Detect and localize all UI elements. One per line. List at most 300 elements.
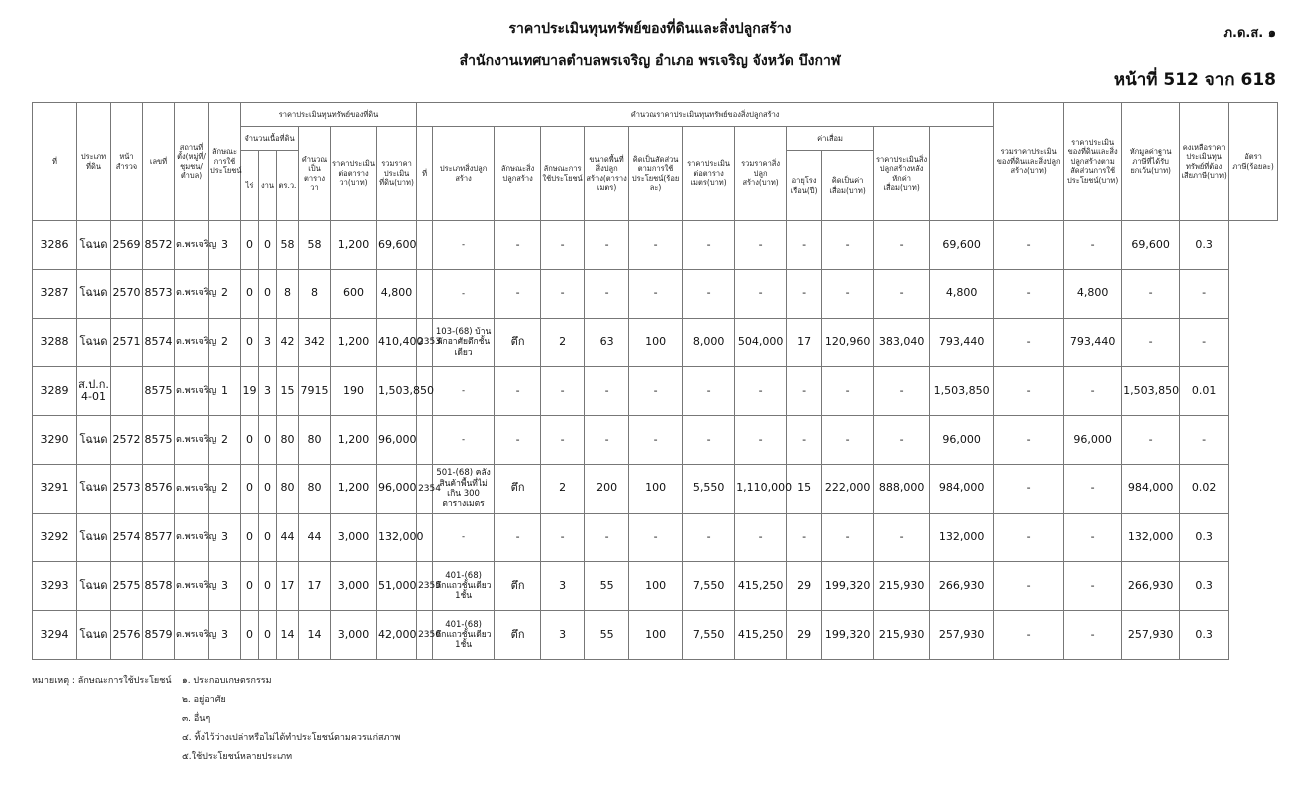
cell-exempt: - xyxy=(1064,464,1122,513)
cell-bldg-after: 383,040 xyxy=(874,318,930,367)
cell-bldg-usage: - xyxy=(541,221,585,270)
cell-age: - xyxy=(787,416,822,465)
cell-deed-no: 8579 xyxy=(143,611,175,660)
header-building-size: ขนาดพื้นที่สิ่งปลูกสร้าง(ตารางเมตร) xyxy=(585,127,629,221)
cell-rate: - xyxy=(1180,318,1229,367)
header-depreciation: ค่าเสื่อม xyxy=(787,127,874,151)
cell-location: ต.พรเจริญ xyxy=(175,416,209,465)
cell-deed-no: 8575 xyxy=(143,367,175,416)
note-item: ๑. ประกอบเกษตรกรรม xyxy=(182,676,272,686)
cell-age: 29 xyxy=(787,611,822,660)
cell-bldg-no: 2355 xyxy=(417,562,433,611)
cell-land-total: 69,600 xyxy=(377,221,417,270)
header-land-type: ประเภทที่ดิน xyxy=(77,103,111,221)
cell-age: 17 xyxy=(787,318,822,367)
cell-taxable: 984,000 xyxy=(1122,464,1180,513)
document-title: ราคาประเมินทุนทรัพย์ของที่ดินและสิ่งปลูกสร้าง xyxy=(508,21,792,37)
cell-exempt: 4,800 xyxy=(1064,269,1122,318)
cell-bldg-no: 2353 xyxy=(417,318,433,367)
cell-age: - xyxy=(787,513,822,562)
header-building-type: ประเภทสิ่งปลูกสร้าง xyxy=(433,127,495,221)
cell-depr-amount: - xyxy=(822,221,874,270)
cell-rate: 0.3 xyxy=(1180,562,1229,611)
cell-total-value: 984,000 xyxy=(930,464,994,513)
cell-land-type: โฉนด xyxy=(77,221,111,270)
cell-bldg-usage: - xyxy=(541,416,585,465)
cell-land-type: โฉนด xyxy=(77,318,111,367)
cell-prop-value: - xyxy=(994,318,1064,367)
header-deed-no: เลขที่ xyxy=(143,103,175,221)
cell-bldg-total: - xyxy=(735,269,787,318)
header-rai: ไร่ xyxy=(241,151,259,221)
header-building-price: ราคาประเมินต่อตารางเมตร(บาท) xyxy=(683,127,735,221)
cell-deed-no: 8578 xyxy=(143,562,175,611)
header-proportional-value: ราคาประเมินของที่ดินและสิ่งปลูกสร้างตามสัดส่วนการใช้ประโยชน์(บาท) xyxy=(1064,103,1122,221)
cell-bldg-type: - xyxy=(433,221,495,270)
note-item: ๒. อยู่อาศัย xyxy=(182,695,226,705)
cell-taxable: - xyxy=(1122,269,1180,318)
header-ngan: งาน xyxy=(259,151,277,221)
cell-survey-page: 2576 xyxy=(111,611,143,660)
note-item: ๕.ใช้ประโยชน์หลายประเภท xyxy=(182,752,293,762)
cell-rai: 0 xyxy=(241,464,259,513)
cell-land-total: 96,000 xyxy=(377,416,417,465)
cell-rai: 0 xyxy=(241,269,259,318)
header-building-usage: ลักษณะการใช้ประโยชน์ xyxy=(541,127,585,221)
cell-bldg-pct: - xyxy=(629,221,683,270)
cell-land-total: 51,000 xyxy=(377,562,417,611)
cell-ngan: 0 xyxy=(259,611,277,660)
header-land-group: ราคาประเมินทุนทรัพย์ของที่ดิน xyxy=(241,103,417,127)
cell-land-total: 42,000 xyxy=(377,611,417,660)
cell-rai: 19 xyxy=(241,367,259,416)
cell-depr-amount: 199,320 xyxy=(822,562,874,611)
cell-usage: 3 xyxy=(209,611,241,660)
cell-bldg-total: 1,110,000 xyxy=(735,464,787,513)
cell-no: 3288 xyxy=(33,318,77,367)
cell-land-type: โฉนด xyxy=(77,513,111,562)
cell-total-value: 1,503,850 xyxy=(930,367,994,416)
cell-bldg-pct: - xyxy=(629,269,683,318)
cell-usage: 2 xyxy=(209,318,241,367)
cell-rai: 0 xyxy=(241,562,259,611)
header-usage: ลักษณะการใช้ประโยชน์ xyxy=(209,103,241,221)
cell-survey-page: 2571 xyxy=(111,318,143,367)
cell-age: 15 xyxy=(787,464,822,513)
cell-total-value: 4,800 xyxy=(930,269,994,318)
cell-ngan: 0 xyxy=(259,562,277,611)
cell-bldg-no xyxy=(417,269,433,318)
cell-bldg-pct: 100 xyxy=(629,562,683,611)
cell-bldg-no xyxy=(417,221,433,270)
cell-land-price: 3,000 xyxy=(331,513,377,562)
cell-survey-page: 2570 xyxy=(111,269,143,318)
cell-wa: 8 xyxy=(277,269,299,318)
cell-taxable: 1,503,850 xyxy=(1122,367,1180,416)
table-row xyxy=(33,318,1278,367)
cell-rai: 0 xyxy=(241,513,259,562)
cell-taxable: 257,930 xyxy=(1122,611,1180,660)
cell-deed-no: 8574 xyxy=(143,318,175,367)
cell-bldg-kind: ตึก xyxy=(495,611,541,660)
cell-bldg-price: - xyxy=(683,513,735,562)
cell-bldg-pct: - xyxy=(629,367,683,416)
table-row xyxy=(33,513,1278,562)
cell-wa: 80 xyxy=(277,416,299,465)
cell-ngan: 3 xyxy=(259,318,277,367)
cell-wa: 42 xyxy=(277,318,299,367)
header-depreciation-amount: คิดเป็นค่าเสื่อม(บาท) xyxy=(822,151,874,221)
cell-bldg-kind: ตึก xyxy=(495,464,541,513)
cell-bldg-total: - xyxy=(735,221,787,270)
cell-bldg-type: 103-(68) บ้านพักอาศัยตึกชั้นเดียว xyxy=(433,318,495,367)
cell-land-total: 132,000 xyxy=(377,513,417,562)
cell-rate: - xyxy=(1180,416,1229,465)
header-building-total: รวมราคาสิ่งปลูกสร้าง(บาท) xyxy=(735,127,787,221)
cell-taxable: - xyxy=(1122,416,1180,465)
cell-bldg-price: - xyxy=(683,416,735,465)
document-subtitle: สำนักงานเทศบาลตำบลพรเจริญ อำเภอ พรเจริญ จังหวัด บึงกาฬ xyxy=(459,53,841,69)
header-building-percent: คิดเป็นสัดส่วนตามการใช้ประโยชน์(ร้อยละ) xyxy=(629,127,683,221)
header-age: อายุโรงเรือน(ปี) xyxy=(787,151,822,221)
cell-prop-value: - xyxy=(994,562,1064,611)
header-land-total: รวมราคาประเมินที่ดิน(บาท) xyxy=(377,127,417,221)
cell-wa: 17 xyxy=(277,562,299,611)
cell-rate: - xyxy=(1180,269,1229,318)
cell-land-price: 600 xyxy=(331,269,377,318)
cell-wa: 15 xyxy=(277,367,299,416)
cell-bldg-kind: - xyxy=(495,269,541,318)
cell-survey-page xyxy=(111,367,143,416)
cell-no: 3289 xyxy=(33,367,77,416)
header-location: สถานที่ตั้ง(หมู่ที่/ชุมชน/ตำบล) xyxy=(175,103,209,221)
cell-depr-amount: - xyxy=(822,367,874,416)
cell-bldg-kind: ตึก xyxy=(495,318,541,367)
cell-usage: 2 xyxy=(209,269,241,318)
cell-bldg-kind: - xyxy=(495,367,541,416)
note-item: ๓. อื่นๆ xyxy=(182,714,211,724)
cell-bldg-after: - xyxy=(874,221,930,270)
cell-usage: 2 xyxy=(209,416,241,465)
cell-bldg-size: 200 xyxy=(585,464,629,513)
cell-bldg-type: - xyxy=(433,367,495,416)
cell-wa: 14 xyxy=(277,611,299,660)
cell-bldg-price: - xyxy=(683,221,735,270)
cell-exempt: - xyxy=(1064,611,1122,660)
header-exempt: หักมูลค่าฐานภาษีที่ได้รับยกเว้น(บาท) xyxy=(1122,103,1180,221)
cell-survey-page: 2569 xyxy=(111,221,143,270)
header-taxable: คงเหลือราคาประเมินทุนทรัพย์ที่ต้องเสียภาษี(บาท) xyxy=(1180,103,1229,221)
cell-bldg-size: - xyxy=(585,416,629,465)
cell-bldg-usage: - xyxy=(541,513,585,562)
cell-no: 3287 xyxy=(33,269,77,318)
cell-rate: 0.3 xyxy=(1180,513,1229,562)
cell-rai: 0 xyxy=(241,416,259,465)
table-row xyxy=(33,367,1278,416)
cell-area-calc: 44 xyxy=(299,513,331,562)
cell-deed-no: 8577 xyxy=(143,513,175,562)
cell-bldg-price: 7,550 xyxy=(683,562,735,611)
cell-no: 3286 xyxy=(33,221,77,270)
cell-bldg-usage: - xyxy=(541,269,585,318)
cell-depr-amount: - xyxy=(822,513,874,562)
cell-land-price: 190 xyxy=(331,367,377,416)
cell-exempt: - xyxy=(1064,562,1122,611)
header-total-value: รวมราคาประเมินของที่ดินและสิ่งปลูกสร้าง(บาท) xyxy=(994,103,1064,221)
cell-rate: 0.3 xyxy=(1180,221,1229,270)
cell-rate: 0.3 xyxy=(1180,611,1229,660)
cell-depr-amount: - xyxy=(822,269,874,318)
cell-exempt: - xyxy=(1064,513,1122,562)
cell-prop-value: - xyxy=(994,464,1064,513)
cell-rai: 0 xyxy=(241,611,259,660)
cell-bldg-size: - xyxy=(585,513,629,562)
cell-prop-value: - xyxy=(994,416,1064,465)
cell-rate: 0.01 xyxy=(1180,367,1229,416)
cell-land-price: 3,000 xyxy=(331,611,377,660)
cell-bldg-no xyxy=(417,416,433,465)
cell-bldg-usage: 2 xyxy=(541,464,585,513)
cell-ngan: 0 xyxy=(259,416,277,465)
cell-total-value: 69,600 xyxy=(930,221,994,270)
cell-taxable: 132,000 xyxy=(1122,513,1180,562)
cell-ngan: 3 xyxy=(259,367,277,416)
cell-bldg-usage: 3 xyxy=(541,611,585,660)
header-land-area: จำนวนเนื้อที่ดิน xyxy=(241,127,299,151)
cell-rai: 0 xyxy=(241,318,259,367)
cell-land-total: 1,503,850 xyxy=(377,367,417,416)
cell-location: ต.พรเจริญ xyxy=(175,562,209,611)
cell-age: - xyxy=(787,221,822,270)
cell-bldg-total: 415,250 xyxy=(735,611,787,660)
cell-bldg-type: - xyxy=(433,269,495,318)
table-row xyxy=(33,416,1278,465)
cell-area-calc: 80 xyxy=(299,464,331,513)
cell-land-type: โฉนด xyxy=(77,269,111,318)
assessment-table xyxy=(32,102,1278,660)
cell-bldg-pct: 100 xyxy=(629,318,683,367)
cell-location: ต.พรเจริญ xyxy=(175,269,209,318)
cell-bldg-usage: 2 xyxy=(541,318,585,367)
page-number: หน้าที่ 512 จาก 618 xyxy=(1113,70,1276,90)
cell-total-value: 266,930 xyxy=(930,562,994,611)
header-rate: อัตราภาษี(ร้อยละ) xyxy=(1229,103,1278,221)
cell-land-total: 410,400 xyxy=(377,318,417,367)
cell-bldg-total: - xyxy=(735,367,787,416)
cell-bldg-type: 401-(68) ตึกแถวชั้นเดียว 1ชั้น xyxy=(433,562,495,611)
cell-bldg-after: - xyxy=(874,416,930,465)
cell-prop-value: - xyxy=(994,611,1064,660)
cell-depr-amount: 222,000 xyxy=(822,464,874,513)
cell-exempt: 793,440 xyxy=(1064,318,1122,367)
cell-bldg-size: 55 xyxy=(585,611,629,660)
cell-area-calc: 8 xyxy=(299,269,331,318)
cell-land-price: 1,200 xyxy=(331,464,377,513)
cell-deed-no: 8575 xyxy=(143,416,175,465)
cell-survey-page: 2572 xyxy=(111,416,143,465)
cell-bldg-pct: 100 xyxy=(629,611,683,660)
header-wa: ตร.ว. xyxy=(277,151,299,221)
cell-bldg-after: 215,930 xyxy=(874,611,930,660)
cell-no: 3290 xyxy=(33,416,77,465)
cell-age: - xyxy=(787,269,822,318)
cell-no: 3294 xyxy=(33,611,77,660)
cell-ngan: 0 xyxy=(259,464,277,513)
cell-bldg-after: - xyxy=(874,269,930,318)
cell-deed-no: 8572 xyxy=(143,221,175,270)
cell-area-calc: 342 xyxy=(299,318,331,367)
cell-land-type: โฉนด xyxy=(77,416,111,465)
cell-bldg-type: - xyxy=(433,416,495,465)
table-row xyxy=(33,464,1278,513)
cell-usage: 3 xyxy=(209,221,241,270)
cell-bldg-kind: ตึก xyxy=(495,562,541,611)
cell-no: 3292 xyxy=(33,513,77,562)
cell-bldg-after: 888,000 xyxy=(874,464,930,513)
cell-land-total: 96,000 xyxy=(377,464,417,513)
cell-land-price: 3,000 xyxy=(331,562,377,611)
note-item: ๔. ทิ้งไว้ว่างเปล่าหรือไม่ได้ทำประโยชน์ตามควรแก่สภาพ xyxy=(182,733,401,743)
cell-usage: 1 xyxy=(209,367,241,416)
cell-usage: 3 xyxy=(209,562,241,611)
cell-location: ต.พรเจริญ xyxy=(175,611,209,660)
cell-wa: 58 xyxy=(277,221,299,270)
cell-bldg-after: - xyxy=(874,513,930,562)
cell-bldg-size: 55 xyxy=(585,562,629,611)
header-survey-page: หน้าสำรวจ xyxy=(111,103,143,221)
cell-exempt: - xyxy=(1064,221,1122,270)
cell-total-value: 132,000 xyxy=(930,513,994,562)
header-area-calc: คำนวณเป็นตารางวา xyxy=(299,127,331,221)
cell-bldg-usage: - xyxy=(541,367,585,416)
cell-survey-page: 2573 xyxy=(111,464,143,513)
form-code: ภ.ด.ส. ๑ xyxy=(1223,26,1276,41)
cell-area-calc: 80 xyxy=(299,416,331,465)
cell-depr-amount: - xyxy=(822,416,874,465)
cell-land-type: ส.ป.ก. 4-01 xyxy=(77,367,111,416)
cell-wa: 44 xyxy=(277,513,299,562)
cell-area-calc: 17 xyxy=(299,562,331,611)
cell-location: ต.พรเจริญ xyxy=(175,367,209,416)
cell-land-type: โฉนด xyxy=(77,464,111,513)
cell-ngan: 0 xyxy=(259,269,277,318)
cell-ngan: 0 xyxy=(259,221,277,270)
header-building-no: ที่ xyxy=(417,127,433,221)
table-row xyxy=(33,562,1278,611)
header-building-group: คำนวณราคาประเมินทุนทรัพย์ของสิ่งปลูกสร้าง xyxy=(417,103,994,127)
table-row xyxy=(33,611,1278,660)
notes-label: หมายเหตุ : ลักษณะการใช้ประโยชน์ xyxy=(32,676,172,686)
cell-rate: 0.02 xyxy=(1180,464,1229,513)
cell-bldg-usage: 3 xyxy=(541,562,585,611)
cell-prop-value: - xyxy=(994,513,1064,562)
cell-location: ต.พรเจริญ xyxy=(175,464,209,513)
cell-deed-no: 8573 xyxy=(143,269,175,318)
cell-bldg-price: 7,550 xyxy=(683,611,735,660)
cell-bldg-pct: 100 xyxy=(629,464,683,513)
cell-prop-value: - xyxy=(994,367,1064,416)
cell-bldg-no: 2356 xyxy=(417,611,433,660)
cell-age: - xyxy=(787,367,822,416)
cell-total-value: 96,000 xyxy=(930,416,994,465)
cell-taxable: - xyxy=(1122,318,1180,367)
cell-total-value: 257,930 xyxy=(930,611,994,660)
cell-location: ต.พรเจริญ xyxy=(175,318,209,367)
cell-prop-value: - xyxy=(994,221,1064,270)
cell-bldg-no: 2354 xyxy=(417,464,433,513)
cell-area-calc: 7915 xyxy=(299,367,331,416)
cell-land-price: 1,200 xyxy=(331,416,377,465)
cell-survey-page: 2575 xyxy=(111,562,143,611)
table-row xyxy=(33,269,1278,318)
cell-bldg-after: 215,930 xyxy=(874,562,930,611)
cell-taxable: 69,600 xyxy=(1122,221,1180,270)
header-land-price: ราคาประเมินต่อตารางวา(บาท) xyxy=(331,127,377,221)
cell-bldg-price: - xyxy=(683,367,735,416)
cell-bldg-price: 8,000 xyxy=(683,318,735,367)
cell-bldg-price: - xyxy=(683,269,735,318)
cell-depr-amount: 199,320 xyxy=(822,611,874,660)
cell-depr-amount: 120,960 xyxy=(822,318,874,367)
cell-bldg-pct: - xyxy=(629,513,683,562)
cell-land-type: โฉนด xyxy=(77,611,111,660)
header-building-after-depreciation: ราคาประเมินสิ่งปลูกสร้างหลังหักค่าเสื่อม(บาท) xyxy=(874,127,930,221)
cell-bldg-size: - xyxy=(585,367,629,416)
table-row xyxy=(33,221,1278,270)
cell-no: 3293 xyxy=(33,562,77,611)
cell-bldg-total: - xyxy=(735,416,787,465)
cell-exempt: - xyxy=(1064,367,1122,416)
cell-land-price: 1,200 xyxy=(331,221,377,270)
cell-bldg-size: - xyxy=(585,269,629,318)
cell-bldg-total: 415,250 xyxy=(735,562,787,611)
cell-ngan: 0 xyxy=(259,513,277,562)
cell-bldg-price: 5,550 xyxy=(683,464,735,513)
cell-bldg-total: 504,000 xyxy=(735,318,787,367)
cell-rai: 0 xyxy=(241,221,259,270)
cell-location: ต.พรเจริญ xyxy=(175,513,209,562)
header-no: ที่ xyxy=(33,103,77,221)
cell-bldg-type: 401-(68) ตึกแถวชั้นเดียว 1ชั้น xyxy=(433,611,495,660)
cell-bldg-total: - xyxy=(735,513,787,562)
cell-bldg-size: 63 xyxy=(585,318,629,367)
cell-bldg-size: - xyxy=(585,221,629,270)
cell-exempt: 96,000 xyxy=(1064,416,1122,465)
cell-wa: 80 xyxy=(277,464,299,513)
header-building-kind: ลักษณะสิ่งปลูกสร้าง xyxy=(495,127,541,221)
cell-bldg-type: - xyxy=(433,513,495,562)
cell-bldg-kind: - xyxy=(495,513,541,562)
cell-no: 3291 xyxy=(33,464,77,513)
cell-area-calc: 58 xyxy=(299,221,331,270)
cell-land-price: 1,200 xyxy=(331,318,377,367)
cell-land-total: 4,800 xyxy=(377,269,417,318)
cell-land-type: โฉนด xyxy=(77,562,111,611)
cell-bldg-kind: - xyxy=(495,221,541,270)
cell-total-value: 793,440 xyxy=(930,318,994,367)
cell-usage: 2 xyxy=(209,464,241,513)
cell-deed-no: 8576 xyxy=(143,464,175,513)
cell-age: 29 xyxy=(787,562,822,611)
cell-bldg-pct: - xyxy=(629,416,683,465)
cell-usage: 3 xyxy=(209,513,241,562)
cell-area-calc: 14 xyxy=(299,611,331,660)
cell-location: ต.พรเจริญ xyxy=(175,221,209,270)
notes xyxy=(32,672,400,767)
cell-survey-page: 2574 xyxy=(111,513,143,562)
cell-bldg-after: - xyxy=(874,367,930,416)
cell-taxable: 266,930 xyxy=(1122,562,1180,611)
